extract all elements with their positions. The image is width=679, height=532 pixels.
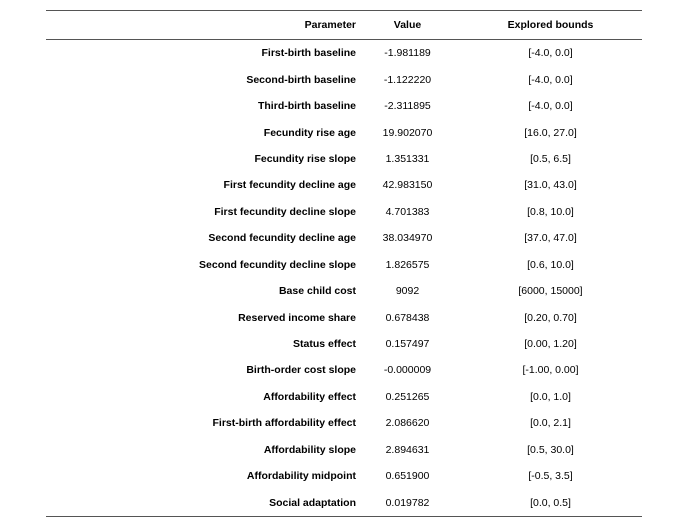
parameter-name-cell: First fecundity decline slope xyxy=(214,205,356,218)
table-row xyxy=(46,304,642,330)
parameter-name-cell: Second fecundity decline slope xyxy=(199,258,356,271)
parameter-name-cell: Second-birth baseline xyxy=(246,73,356,86)
parameter-name-cell: Reserved income share xyxy=(238,311,356,324)
table-row xyxy=(46,437,642,463)
table-row xyxy=(46,357,642,383)
parameter-name-cell: First fecundity decline age xyxy=(223,179,356,192)
explored-bounds-cell: [-4.0, 0.0] xyxy=(528,100,573,113)
parameter-value-cell: 42.983150 xyxy=(382,179,433,192)
parameter-value-cell: 38.034970 xyxy=(382,232,433,245)
explored-bounds-cell: [-1.00, 0.00] xyxy=(522,364,579,377)
explored-bounds-cell: [0.5, 6.5] xyxy=(530,152,571,165)
table-row xyxy=(46,410,642,436)
parameter-value-cell: 0.019782 xyxy=(385,496,430,509)
table-row xyxy=(46,119,642,145)
parameter-value-cell: 1.826575 xyxy=(385,258,430,271)
parameter-name-cell: Status effect xyxy=(292,338,356,351)
explored-bounds-cell: [16.0, 27.0] xyxy=(524,126,577,139)
explored-bounds-cell: [0.8, 10.0] xyxy=(527,205,574,218)
table-row xyxy=(46,225,642,251)
parameter-value-cell: -2.311895 xyxy=(384,100,431,113)
parameter-table xyxy=(46,10,642,517)
header-parameter: Parameter xyxy=(304,19,356,31)
parameter-value-cell: -0.000009 xyxy=(383,364,432,377)
parameter-name-cell: Birth-order cost slope xyxy=(246,364,356,377)
parameter-value-cell: 0.157497 xyxy=(385,338,430,351)
parameter-name-cell: Second fecundity decline age xyxy=(208,232,356,245)
parameter-name-cell: Base child cost xyxy=(278,285,356,298)
table-row xyxy=(46,252,642,278)
explored-bounds-cell: [0.20, 0.70] xyxy=(524,311,577,324)
parameter-value-cell: 0.678438 xyxy=(385,311,430,324)
table-row xyxy=(46,93,642,119)
parameter-value-cell: -1.981189 xyxy=(384,47,431,60)
explored-bounds-cell: [0.0, 0.5] xyxy=(530,496,571,509)
table-row xyxy=(46,489,642,515)
parameter-value-cell: 4.701383 xyxy=(385,205,430,218)
table-row xyxy=(46,40,642,66)
table-row xyxy=(46,278,642,304)
parameter-name-cell: Affordability midpoint xyxy=(246,470,356,483)
table-row xyxy=(46,66,642,92)
explored-bounds-cell: [6000, 15000] xyxy=(518,285,583,298)
parameter-name-cell: Fecundity rise age xyxy=(263,126,356,139)
explored-bounds-cell: [0.6, 10.0] xyxy=(527,258,574,271)
explored-bounds-cell: [-4.0, 0.0] xyxy=(528,73,573,86)
explored-bounds-cell: [-4.0, 0.0] xyxy=(528,47,573,60)
parameter-value-cell: 0.251265 xyxy=(385,390,430,403)
explored-bounds-cell: [0.00, 1.20] xyxy=(524,338,577,351)
parameter-value-cell: 9092 xyxy=(395,285,420,298)
parameter-value-cell: 2.086620 xyxy=(385,417,430,430)
table-row xyxy=(46,384,642,410)
parameter-name-cell: Affordability effect xyxy=(263,390,356,403)
parameter-value-cell: 0.651900 xyxy=(385,470,430,483)
table-row xyxy=(46,463,642,489)
explored-bounds-cell: [0.0, 1.0] xyxy=(530,390,571,403)
parameter-value-cell: 19.902070 xyxy=(382,126,433,139)
header-value: Value xyxy=(393,19,422,31)
parameter-name-cell: First-birth baseline xyxy=(261,47,356,60)
table-body xyxy=(46,40,642,516)
explored-bounds-cell: [0.5, 30.0] xyxy=(527,443,574,456)
header-explored-bounds: Explored bounds xyxy=(507,19,594,31)
parameter-value-cell: -1.122220 xyxy=(383,73,432,86)
parameter-name-cell: Affordability slope xyxy=(263,443,356,456)
table-row xyxy=(46,172,642,198)
table-row xyxy=(46,331,642,357)
table-bottom-rule xyxy=(46,516,642,517)
parameter-value-cell: 2.894631 xyxy=(385,443,430,456)
parameter-name-cell: Fecundity rise slope xyxy=(254,152,356,165)
explored-bounds-cell: [37.0, 47.0] xyxy=(524,232,577,245)
parameter-value-cell: 1.351331 xyxy=(385,152,430,165)
parameter-name-cell: Social adaptation xyxy=(269,496,356,509)
explored-bounds-cell: [-0.5, 3.5] xyxy=(528,470,573,483)
parameter-name-cell: First-birth affordability effect xyxy=(212,417,356,430)
explored-bounds-cell: [0.0, 2.1] xyxy=(530,417,571,430)
parameter-name-cell: Third-birth baseline xyxy=(257,100,356,113)
table-header-row xyxy=(46,11,642,39)
explored-bounds-cell: [31.0, 43.0] xyxy=(524,179,577,192)
table-row xyxy=(46,199,642,225)
table-row xyxy=(46,146,642,172)
